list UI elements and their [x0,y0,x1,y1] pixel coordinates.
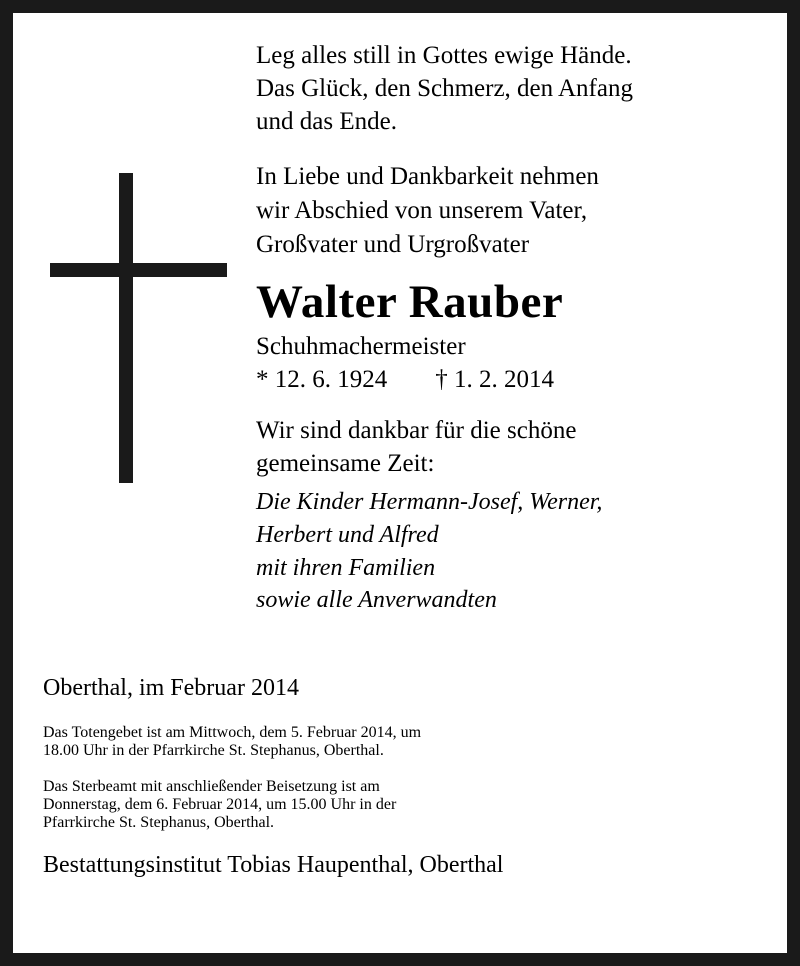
prayer-line-2: 18.00 Uhr in der Pfarrkirche St. Stephanus, Oberthal. [43,742,384,760]
family-line-4: sowie alle Anverwandten [256,587,497,614]
prayer-line-1: Das Totengebet ist am Mittwoch, dem 5. Februar 2014, um [43,724,422,742]
farewell-intro-line-3: Großvater und Urgroßvater [256,231,530,258]
memorial-verse-line-3: und das Ende. [256,108,397,135]
deceased-profession: Schuhmachermeister [256,332,466,360]
death-date: † 1. 2. 2014 [435,365,554,393]
farewell-intro-line-1: In Liebe und Dankbarkeit nehmen [256,163,599,190]
memorial-verse-line-2: Das Glück, den Schmerz, den Anfang [256,75,633,102]
obituary-details [43,673,761,881]
memorial-verse-line-1: Leg alles still in Gottes ewige Hände. [256,42,632,69]
cross-vertical-bar [119,173,133,483]
family-signature [256,486,776,617]
farewell-intro-line-2: wir Abschied von unserem Vater, [256,197,588,224]
family-line-1: Die Kinder Hermann-Josef, Werner, [256,489,603,516]
life-dates [256,364,776,397]
birth-date: * 12. 6. 1924 [256,365,388,393]
family-line-3: mit ihren Familien [256,554,436,581]
obituary-text-column [256,39,776,617]
christian-cross-icon [35,173,235,483]
obituary-content [13,13,787,953]
family-line-2: Herbert und Alfred [256,522,439,548]
cross-horizontal-bar [50,263,227,277]
farewell-intro [256,160,776,262]
gratitude-line-2: gemeinsame Zeit: [256,450,435,478]
deceased-name: Walter Rauber [256,276,564,328]
funeral-home: Bestattungsinstitut Tobias Haupenthal, Oberthal [43,852,504,879]
gratitude-text [256,414,776,480]
service-line-1: Das Sterbeamt mit anschließender Beisetzung ist am [43,778,380,796]
gratitude-line-1: Wir sind dankbar für die schöne [256,417,577,445]
service-line-2: Donnerstag, dem 6. Februar 2014, um 15.00 Uhr in der [43,796,397,814]
place-and-date: Oberthal, im Februar 2014 [43,675,299,701]
memorial-verse [256,39,776,138]
service-line-3: Pfarrkirche St. Stephanus, Oberthal. [43,814,275,832]
